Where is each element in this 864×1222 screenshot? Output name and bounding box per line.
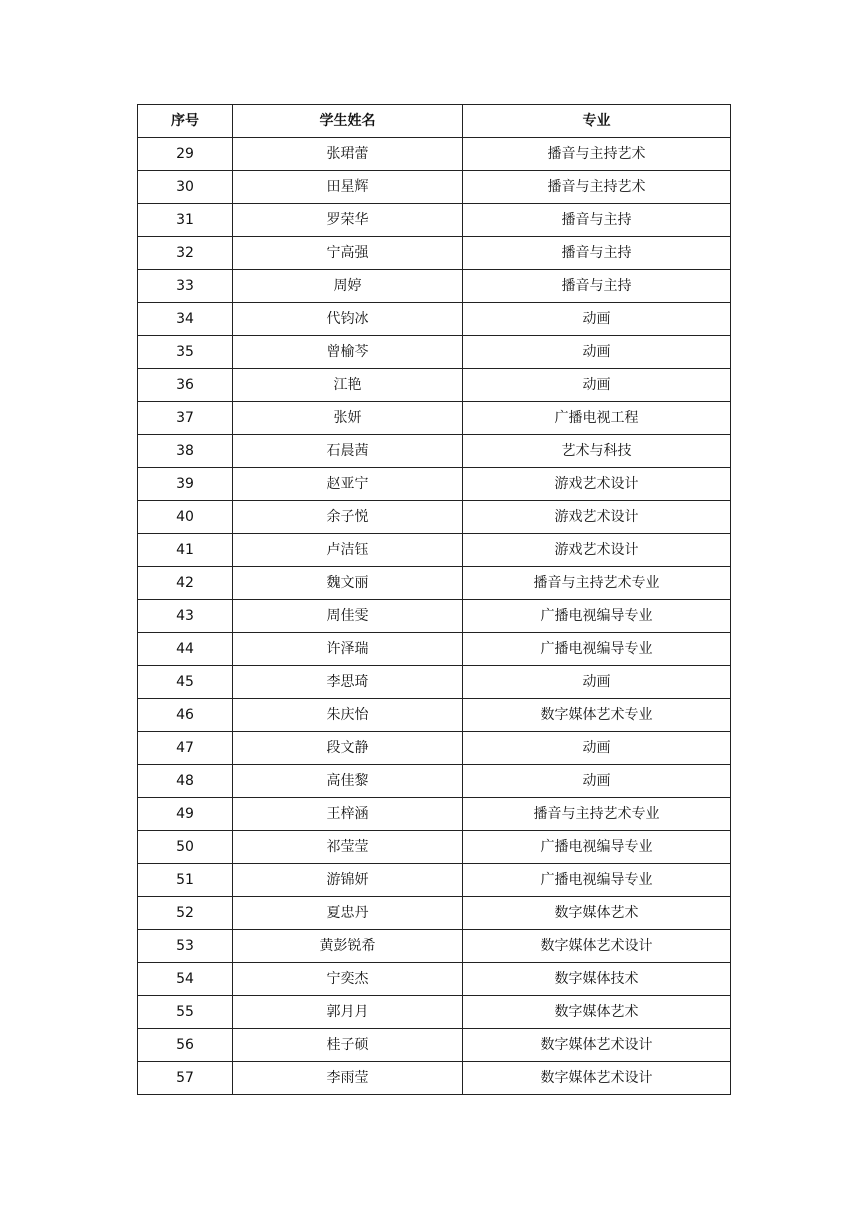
cell-student-name: 魏文丽 [233, 567, 463, 600]
cell-student-name: 周婷 [233, 270, 463, 303]
cell-student-name: 游锦妍 [233, 864, 463, 897]
cell-major: 动画 [463, 336, 731, 369]
cell-student-name: 段文静 [233, 732, 463, 765]
table-body [138, 138, 731, 1095]
cell-major: 数字媒体艺术专业 [463, 699, 731, 732]
cell-major: 数字媒体技术 [463, 963, 731, 996]
header-number: 序号 [138, 105, 233, 138]
cell-number: 49 [138, 798, 233, 831]
cell-number: 38 [138, 435, 233, 468]
cell-major: 播音与主持 [463, 237, 731, 270]
student-table [137, 104, 731, 1095]
cell-number: 47 [138, 732, 233, 765]
cell-number: 36 [138, 369, 233, 402]
cell-student-name: 郭月月 [233, 996, 463, 1029]
cell-major: 动画 [463, 303, 731, 336]
cell-major: 游戏艺术设计 [463, 534, 731, 567]
cell-major: 动画 [463, 369, 731, 402]
cell-student-name: 王梓涵 [233, 798, 463, 831]
cell-student-name: 周佳雯 [233, 600, 463, 633]
cell-major: 动画 [463, 666, 731, 699]
cell-number: 46 [138, 699, 233, 732]
table-row [138, 204, 731, 237]
table-row [138, 270, 731, 303]
table-row [138, 171, 731, 204]
cell-major: 艺术与科技 [463, 435, 731, 468]
cell-student-name: 高佳黎 [233, 765, 463, 798]
cell-number: 54 [138, 963, 233, 996]
cell-major: 播音与主持 [463, 270, 731, 303]
cell-major: 广播电视工程 [463, 402, 731, 435]
table-header-row [138, 105, 731, 138]
cell-major: 数字媒体艺术设计 [463, 1029, 731, 1062]
table-row [138, 600, 731, 633]
table-row [138, 897, 731, 930]
cell-major: 数字媒体艺术设计 [463, 930, 731, 963]
cell-student-name: 夏忠丹 [233, 897, 463, 930]
cell-number: 42 [138, 567, 233, 600]
table-row [138, 435, 731, 468]
cell-number: 29 [138, 138, 233, 171]
cell-student-name: 赵亚宁 [233, 468, 463, 501]
table-row [138, 930, 731, 963]
cell-student-name: 许泽瑞 [233, 633, 463, 666]
cell-number: 39 [138, 468, 233, 501]
header-major: 专业 [463, 105, 731, 138]
header-student-name: 学生姓名 [233, 105, 463, 138]
cell-major: 动画 [463, 732, 731, 765]
cell-number: 30 [138, 171, 233, 204]
cell-number: 33 [138, 270, 233, 303]
cell-major: 播音与主持艺术专业 [463, 567, 731, 600]
cell-number: 53 [138, 930, 233, 963]
cell-number: 57 [138, 1062, 233, 1095]
cell-number: 43 [138, 600, 233, 633]
table-row [138, 996, 731, 1029]
cell-number: 48 [138, 765, 233, 798]
cell-student-name: 代钧冰 [233, 303, 463, 336]
table-row [138, 138, 731, 171]
table-row [138, 666, 731, 699]
table-row [138, 831, 731, 864]
cell-major: 广播电视编导专业 [463, 600, 731, 633]
cell-major: 广播电视编导专业 [463, 831, 731, 864]
cell-number: 50 [138, 831, 233, 864]
cell-student-name: 黄彭锐希 [233, 930, 463, 963]
cell-number: 56 [138, 1029, 233, 1062]
cell-student-name: 石晨茜 [233, 435, 463, 468]
cell-student-name: 罗荣华 [233, 204, 463, 237]
table-row [138, 699, 731, 732]
cell-number: 31 [138, 204, 233, 237]
table-row [138, 1029, 731, 1062]
cell-major: 数字媒体艺术 [463, 996, 731, 1029]
table-row [138, 336, 731, 369]
cell-student-name: 田星辉 [233, 171, 463, 204]
cell-student-name: 余子悦 [233, 501, 463, 534]
cell-student-name: 宁奕杰 [233, 963, 463, 996]
cell-student-name: 曾榆芩 [233, 336, 463, 369]
cell-number: 34 [138, 303, 233, 336]
cell-number: 45 [138, 666, 233, 699]
table-row [138, 765, 731, 798]
cell-student-name: 祁莹莹 [233, 831, 463, 864]
cell-major: 播音与主持艺术 [463, 138, 731, 171]
cell-major: 播音与主持 [463, 204, 731, 237]
cell-student-name: 李雨莹 [233, 1062, 463, 1095]
cell-major: 游戏艺术设计 [463, 501, 731, 534]
cell-number: 52 [138, 897, 233, 930]
cell-number: 44 [138, 633, 233, 666]
table-row [138, 303, 731, 336]
cell-major: 播音与主持艺术专业 [463, 798, 731, 831]
cell-major: 广播电视编导专业 [463, 633, 731, 666]
cell-major: 数字媒体艺术设计 [463, 1062, 731, 1095]
cell-major: 游戏艺术设计 [463, 468, 731, 501]
cell-number: 55 [138, 996, 233, 1029]
table-row [138, 534, 731, 567]
table-row [138, 369, 731, 402]
cell-number: 37 [138, 402, 233, 435]
table-row [138, 633, 731, 666]
table-row [138, 402, 731, 435]
table-row [138, 798, 731, 831]
cell-number: 35 [138, 336, 233, 369]
cell-student-name: 桂子硕 [233, 1029, 463, 1062]
cell-student-name: 卢洁钰 [233, 534, 463, 567]
table-row [138, 963, 731, 996]
cell-student-name: 朱庆怡 [233, 699, 463, 732]
cell-student-name: 李思琦 [233, 666, 463, 699]
cell-number: 32 [138, 237, 233, 270]
cell-major: 动画 [463, 765, 731, 798]
cell-student-name: 宁高强 [233, 237, 463, 270]
cell-student-name: 张妍 [233, 402, 463, 435]
table-row [138, 468, 731, 501]
table-row [138, 501, 731, 534]
table-row [138, 567, 731, 600]
table-row [138, 237, 731, 270]
cell-student-name: 张珺蕾 [233, 138, 463, 171]
cell-major: 数字媒体艺术 [463, 897, 731, 930]
table-row [138, 864, 731, 897]
cell-student-name: 江艳 [233, 369, 463, 402]
cell-number: 41 [138, 534, 233, 567]
cell-number: 40 [138, 501, 233, 534]
table-row [138, 1062, 731, 1095]
cell-number: 51 [138, 864, 233, 897]
cell-major: 广播电视编导专业 [463, 864, 731, 897]
cell-major: 播音与主持艺术 [463, 171, 731, 204]
table-row [138, 732, 731, 765]
